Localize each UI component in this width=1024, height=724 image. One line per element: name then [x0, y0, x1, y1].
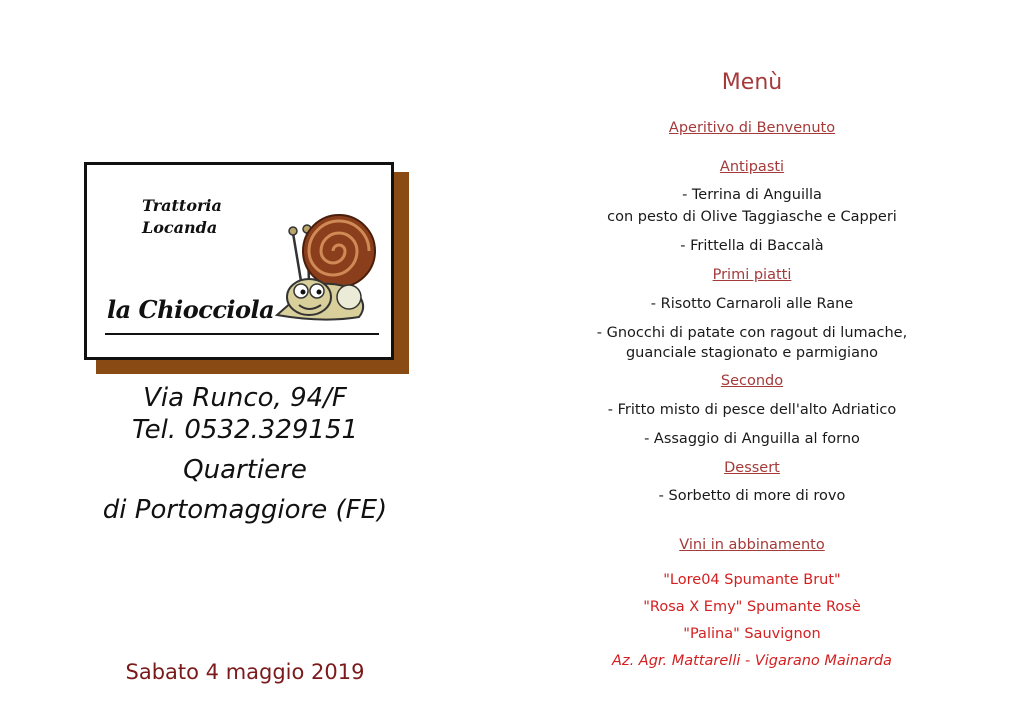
primi-item-1: - Risotto Carnaroli alle Rane: [650, 296, 854, 312]
logo: [84, 162, 409, 374]
menu-panel: [540, 0, 964, 724]
section-vini: Vini in abbinamento: [679, 537, 825, 553]
menu-title: Menù: [721, 70, 783, 95]
section-antipasti: Antipasti: [719, 159, 785, 175]
section-primi: Primi piatti: [712, 267, 792, 283]
secondo-item-2: - Assaggio di Anguilla al forno: [644, 431, 860, 447]
antipasti-item-1-line-2: con pesto di Olive Taggiasche e Capperi: [607, 209, 897, 225]
section-dessert: Dessert: [724, 460, 780, 476]
address-town: di Portomaggiore (FE): [102, 495, 388, 525]
wine-3: "Palina" Sauvignon: [683, 626, 821, 642]
wine-2: "Rosa X Emy" Spumante Rosè: [643, 599, 861, 615]
logo-line-locanda: Locanda: [142, 218, 218, 237]
section-aperitivo: Aperitivo di Benvenuto: [668, 120, 836, 136]
address-street: Via Runco, 94/F: [143, 383, 347, 413]
snail-icon: [273, 201, 383, 331]
antipasti-item-2: - Frittella di Baccalà: [680, 238, 824, 254]
logo-underline: [105, 333, 379, 335]
logo-name: la Chiocciola: [107, 295, 275, 324]
address-phone: Tel. 0532.329151: [131, 415, 359, 445]
winery: Az. Agr. Mattarelli - Vigarano Mainarda: [612, 653, 892, 669]
wine-1: "Lore04 Spumante Brut": [663, 572, 841, 588]
primi-item-2-line-2: guanciale stagionato e parmigiano: [625, 345, 879, 361]
secondo-item-1: - Fritto misto di pesce dell'alto Adriatico: [607, 402, 897, 418]
dessert-item-1: - Sorbetto di more di rovo: [658, 488, 846, 504]
left-panel: [0, 0, 500, 724]
primi-item-2-line-1: - Gnocchi di patate con ragout di lumache,: [596, 325, 908, 341]
antipasti-item-1-line-1: - Terrina di Anguilla: [682, 187, 822, 203]
logo-tagline: [142, 195, 222, 239]
address-district: Quartiere: [183, 455, 307, 485]
event-date: Sabato 4 maggio 2019: [125, 660, 365, 684]
logo-card: [84, 162, 394, 360]
logo-line-trattoria: Trattoria: [142, 196, 222, 215]
section-secondo: Secondo: [720, 373, 784, 389]
